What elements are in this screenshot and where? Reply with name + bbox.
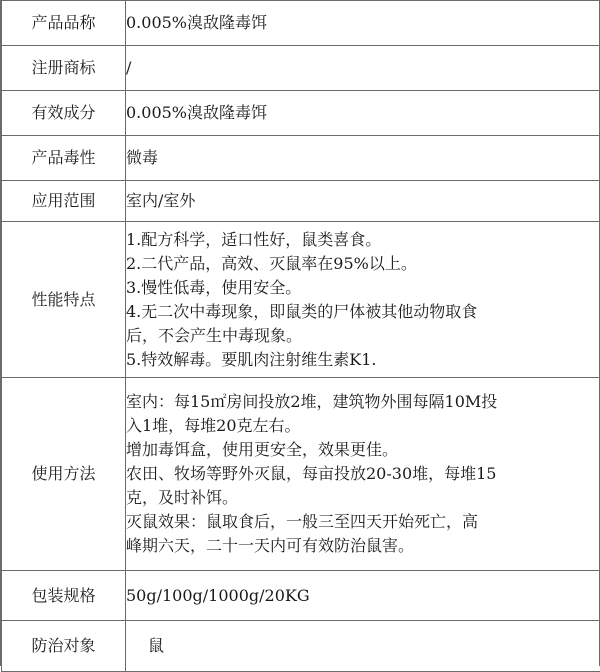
label-product-name: 产品品称: [2, 1, 126, 46]
row-active-ingredient: [2, 91, 600, 136]
usage-line: 室内：每15㎡房间投放2堆，建筑物外围每隔10M投: [126, 390, 600, 414]
row-usage: [2, 378, 600, 571]
value-features: [126, 222, 600, 378]
row-target: [2, 621, 600, 672]
feature-line: 5.特效解毒。要肌肉注射维生素K1.: [126, 348, 600, 372]
product-spec-table: [1, 0, 600, 672]
row-features: [2, 222, 600, 378]
label-application-scope: 应用范围: [2, 181, 126, 222]
value-toxicity: 微毒: [126, 136, 600, 181]
usage-line: 灭鼠效果：鼠取食后，一般三至四天开始死亡，高: [126, 510, 600, 534]
usage-line: 增加毒饵盒，使用更安全，效果更佳。: [126, 438, 600, 462]
label-features: 性能特点: [2, 222, 126, 378]
label-active-ingredient: 有效成分: [2, 91, 126, 136]
usage-line: 峰期六天，二十一天内可有效防治鼠害。: [126, 534, 600, 558]
usage-line: 农田、牧场等野外灭鼠，每亩投放20-30堆，每堆15: [126, 462, 600, 486]
value-usage: [126, 378, 600, 571]
label-packaging: 包装规格: [2, 571, 126, 621]
feature-line: 2.二代产品，高效、灭鼠率在95%以上。: [126, 252, 600, 276]
feature-line: 1.配方科学，适口性好，鼠类喜食。: [126, 228, 600, 252]
value-packaging: 50g/100g/1000g/20KG: [126, 571, 600, 621]
row-toxicity: [2, 136, 600, 181]
label-target: 防治对象: [2, 621, 126, 672]
row-trademark: [2, 46, 600, 91]
usage-line: 入1堆，每堆20克左右。: [126, 414, 600, 438]
value-active-ingredient: 0.005%溴敌隆毒饵: [126, 91, 600, 136]
value-target: 鼠: [126, 621, 600, 672]
label-usage: 使用方法: [2, 378, 126, 571]
feature-line: 3.慢性低毒，使用安全。: [126, 276, 600, 300]
label-toxicity: 产品毒性: [2, 136, 126, 181]
row-packaging: [2, 571, 600, 621]
feature-line: 4.无二次中毒现象，即鼠类的尸体被其他动物取食: [126, 300, 600, 324]
row-product-name: [2, 1, 600, 46]
row-application-scope: [2, 181, 600, 222]
value-application-scope: 室内/室外: [126, 181, 600, 222]
value-product-name: 0.005%溴敌隆毒饵: [126, 1, 600, 46]
feature-line: 后，不会产生中毒现象。: [126, 324, 600, 348]
usage-line: 克，及时补饵。: [126, 486, 600, 510]
label-trademark: 注册商标: [2, 46, 126, 91]
value-trademark: /: [126, 46, 600, 91]
